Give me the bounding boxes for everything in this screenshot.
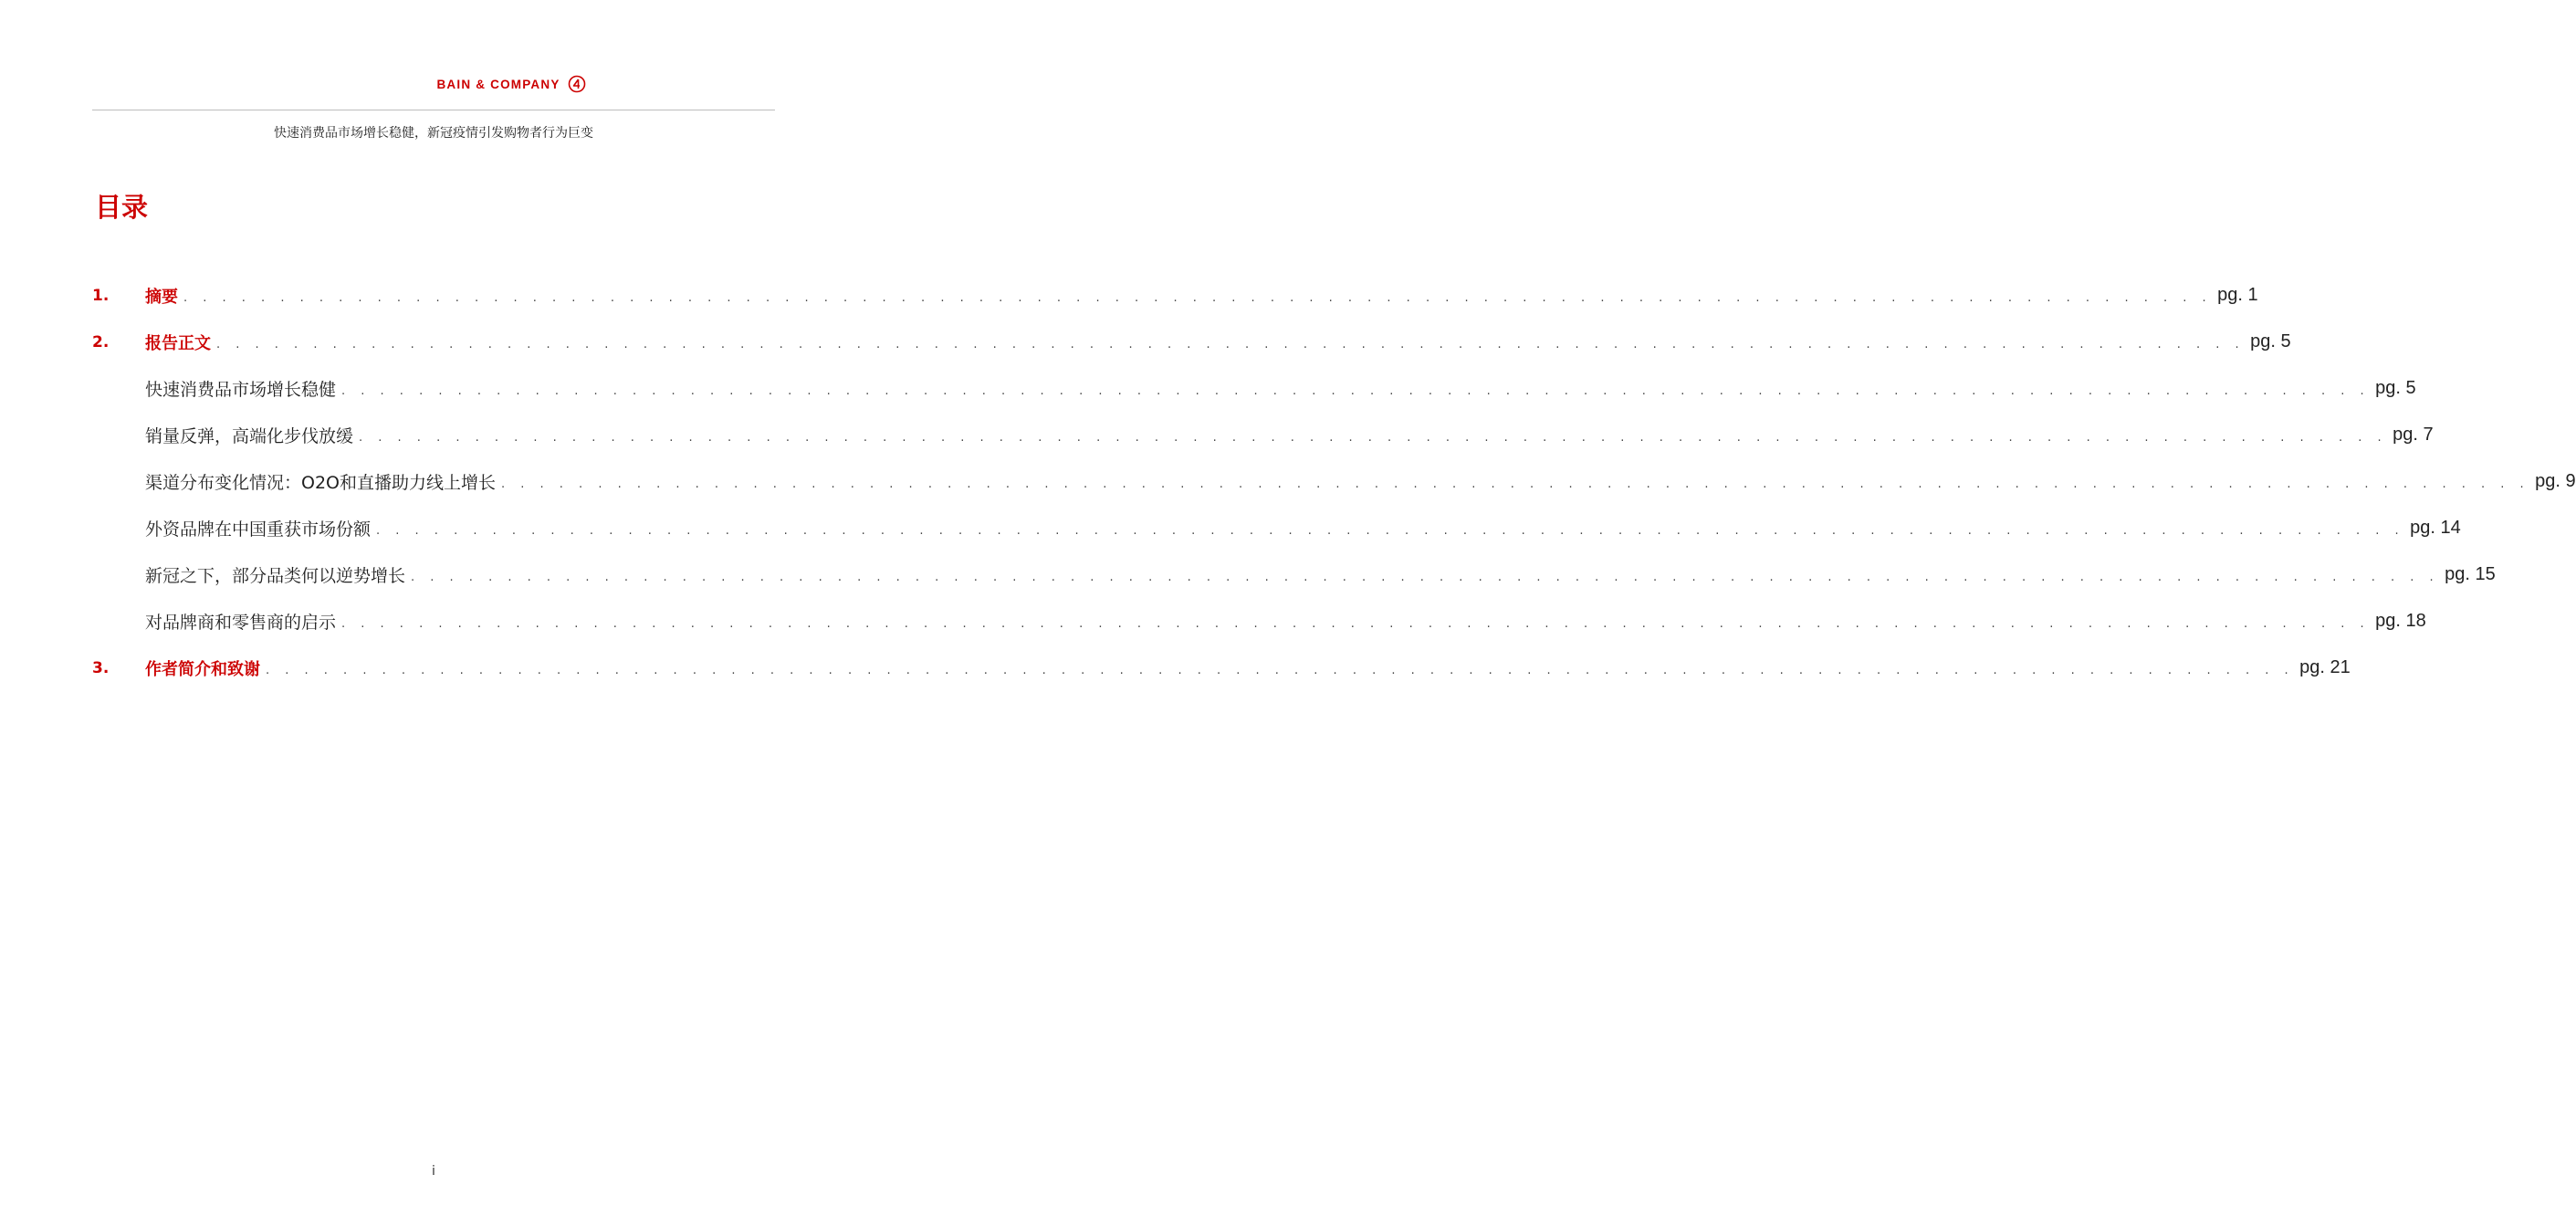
toc-entry-label[interactable]: 对品牌商和零售商的启示 xyxy=(145,613,337,633)
toc-entry-line xyxy=(145,284,2258,308)
toc-entry-label[interactable]: 销量反弹，高端化步伐放缓 xyxy=(145,426,354,446)
toc-dot-leader: . . . . . . . . . . . . . . . . . . . . . . . . . . . . . . . . . . . . . . . . . . . . . . . . . . . . . . . . . . . . . . . . . . . . . . . . . . . . . . . . . . . . . . . . . . . . . . . . . . . . . . . . . xyxy=(411,571,2440,584)
toc-dot-leader: . . . . . . . . . . . . . . . . . . . . . . . . . . . . . . . . . . . . . . . . . . . . . . . . . . . . . . . . . . . . . . . . . . . . . . . . . . . . . . . . . . . . . . . . . . . . . . . . . . . . . . . . . xyxy=(183,291,2213,305)
toc-entry-page: pg. 7 xyxy=(2393,425,2434,445)
toc-dot-leader: . . . . . . . . . . . . . . . . . . . . . . . . . . . . . . . . . . . . . . . . . . . . . . . . . . . . . . . . . . . . . . . . . . . . . . . . . . . . . . . . . . . . . . . . . . . . . . . . . . . . . . . . . xyxy=(501,477,2530,491)
toc-dot-leader: . . . . . . . . . . . . . . . . . . . . . . . . . . . . . . . . . . . . . . . . . . . . . . . . . . . . . . . . . . . . . . . . . . . . . . . . . . . . . . . . . . . . . . . . . . . . . . . . . . . . . . . . . xyxy=(376,524,2405,538)
toc-entry-line xyxy=(145,656,2351,680)
toc-entry[interactable] xyxy=(92,458,2576,505)
toc-entry[interactable] xyxy=(92,551,2496,598)
toc-entry-line xyxy=(145,330,2291,354)
toc-dot-leader: . . . . . . . . . . . . . . . . . . . . . . . . . . . . . . . . . . . . . . . . . . . . . . . . . . . . . . . . . . . . . . . . . . . . . . . . . . . . . . . . . . . . . . . . . . . . . . . . . . . . . . . . . xyxy=(266,664,2295,677)
table-of-contents xyxy=(92,272,2576,691)
toc-entry-line xyxy=(145,423,2434,447)
bain-logo-icon xyxy=(568,75,586,93)
toc-dot-leader: . . . . . . . . . . . . . . . . . . . . . . . . . . . . . . . . . . . . . . . . . . . . . . . . . . . . . . . . . . . . . . . . . . . . . . . . . . . . . . . . . . . . . . . . . . . . . . . . . . . . . . . . . xyxy=(341,384,2371,398)
toc-entry-page: pg. 18 xyxy=(2375,611,2426,631)
toc-entry-page: pg. 21 xyxy=(2299,657,2351,677)
brand-header xyxy=(0,75,867,93)
toc-entry[interactable] xyxy=(92,505,2461,551)
toc-entry-line xyxy=(145,609,2426,634)
toc-entry[interactable] xyxy=(92,645,2351,691)
toc-entry-label[interactable]: 新冠之下，部分品类何以逆势增长 xyxy=(145,566,406,586)
toc-entry-number: 2. xyxy=(92,332,110,351)
toc-entry-label[interactable]: 外资品牌在中国重获市场份额 xyxy=(145,519,372,540)
report-subtitle: 快速消费品市场增长稳健，新冠疫情引发购物者行为巨变 xyxy=(274,126,593,141)
page-number: i xyxy=(432,1164,435,1179)
toc-entry[interactable] xyxy=(92,412,2434,458)
toc-entry[interactable] xyxy=(92,319,2291,365)
toc-entry-label[interactable]: 快速消费品市场增长稳健 xyxy=(145,380,337,400)
toc-entry-label[interactable]: 渠道分布变化情况：O2O和直播助力线上增长 xyxy=(145,473,496,493)
toc-entry-label[interactable]: 报告正文 xyxy=(145,333,211,353)
toc-dot-leader: . . . . . . . . . . . . . . . . . . . . . . . . . . . . . . . . . . . . . . . . . . . . . . . . . . . . . . . . . . . . . . . . . . . . . . . . . . . . . . . . . . . . . . . . . . . . . . . . . . . . . . . . . xyxy=(216,338,2246,351)
toc-entry-label[interactable]: 摘要 xyxy=(145,287,178,307)
toc-entry-line xyxy=(145,376,2416,401)
toc-title: 目录 xyxy=(95,192,149,223)
toc-entry-page: pg. 5 xyxy=(2375,378,2416,398)
toc-entry-number: 3. xyxy=(92,658,110,677)
toc-entry-label[interactable]: 作者简介和致谢 xyxy=(145,659,260,679)
toc-entry-page: pg. 1 xyxy=(2217,285,2258,305)
toc-entry-line xyxy=(145,516,2461,540)
toc-entry[interactable] xyxy=(92,365,2416,412)
toc-entry[interactable] xyxy=(92,598,2426,645)
toc-entry-page: pg. 9 xyxy=(2535,471,2576,491)
toc-entry-page: pg. 5 xyxy=(2250,331,2291,351)
toc-entry-page: pg. 15 xyxy=(2445,564,2496,584)
brand-name: BAIN & COMPANY xyxy=(436,77,560,91)
toc-dot-leader: . . . . . . . . . . . . . . . . . . . . . . . . . . . . . . . . . . . . . . . . . . . . . . . . . . . . . . . . . . . . . . . . . . . . . . . . . . . . . . . . . . . . . . . . . . . . . . . . . . . . . . . . . xyxy=(341,617,2371,631)
toc-entry[interactable] xyxy=(92,272,2258,319)
toc-dot-leader: . . . . . . . . . . . . . . . . . . . . . . . . . . . . . . . . . . . . . . . . . . . . . . . . . . . . . . . . . . . . . . . . . . . . . . . . . . . . . . . . . . . . . . . . . . . . . . . . . . . . . . . . . xyxy=(359,431,2388,445)
toc-entry-page: pg. 14 xyxy=(2410,518,2461,538)
toc-entry-line xyxy=(145,562,2496,587)
toc-entry-number: 1. xyxy=(92,286,110,305)
toc-entry-line xyxy=(145,469,2576,494)
